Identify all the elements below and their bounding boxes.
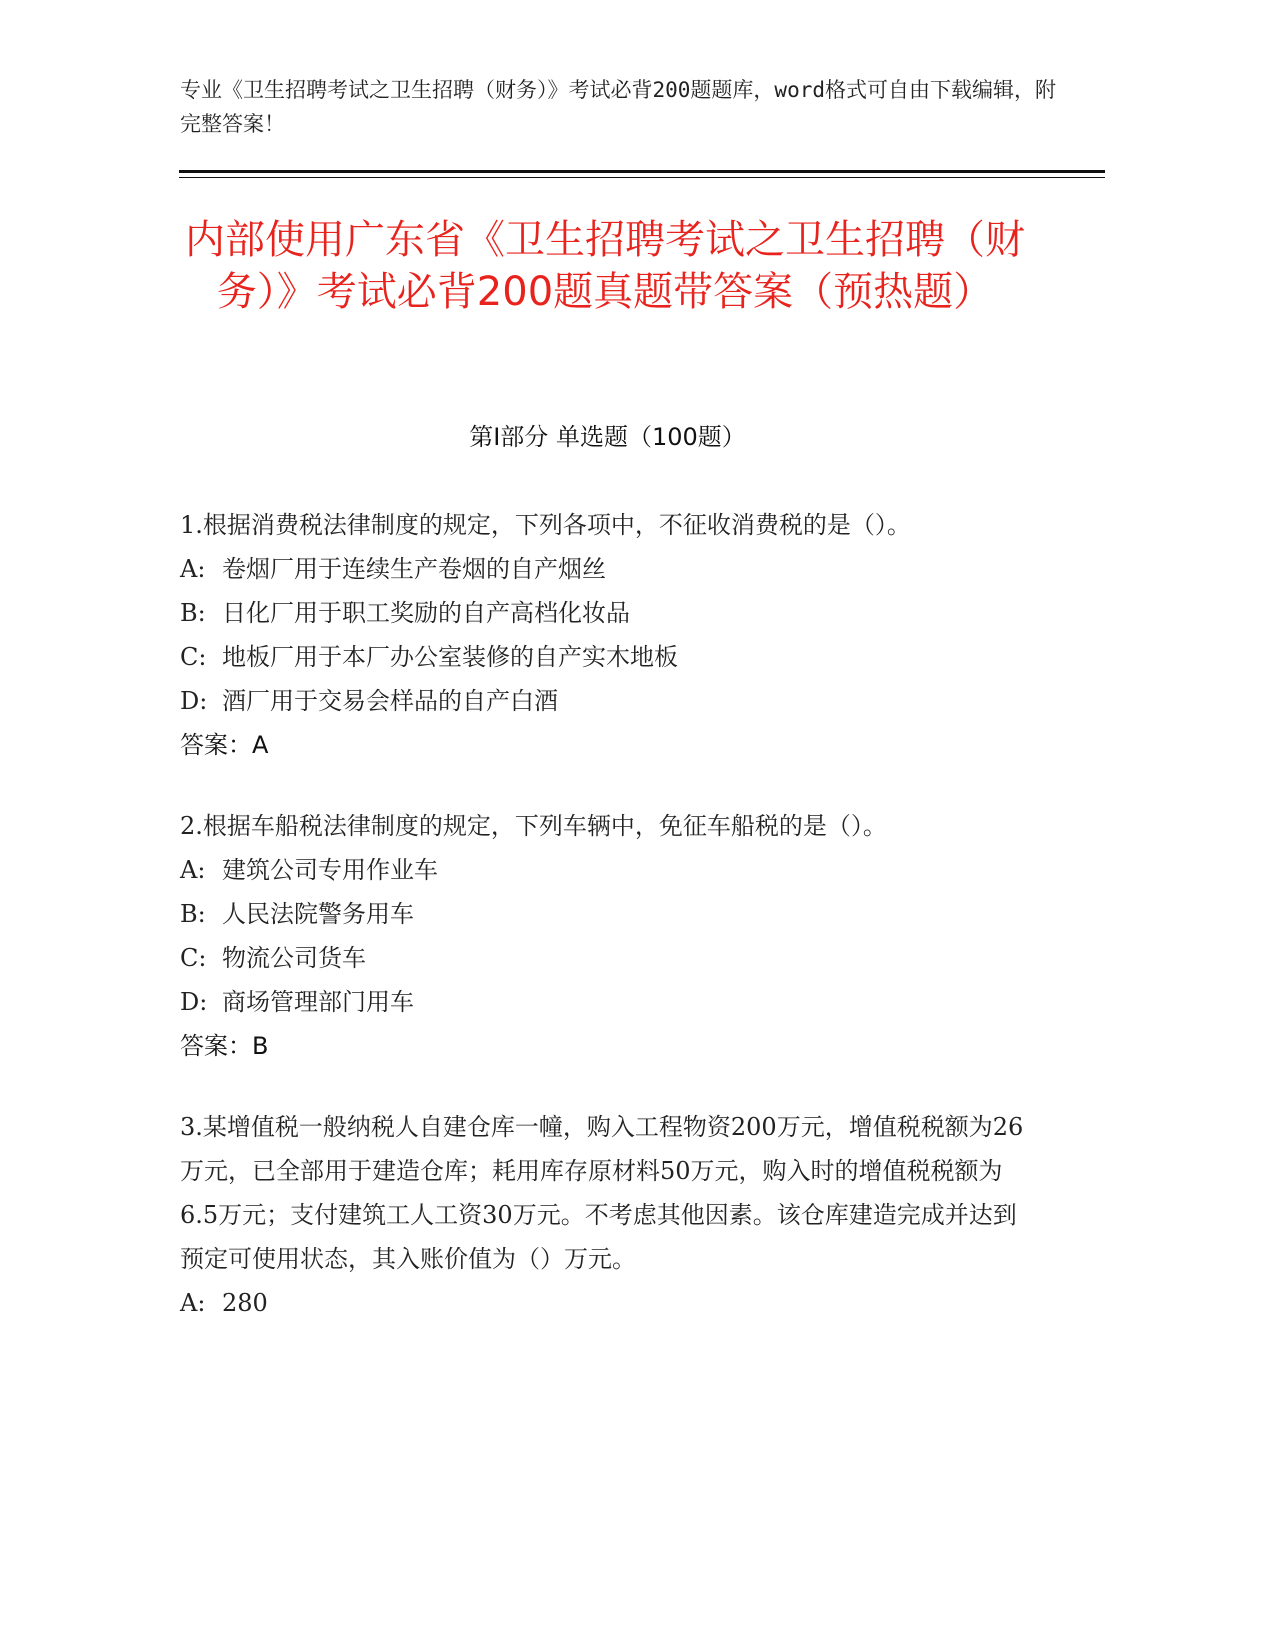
option-text: 280 [222,1289,268,1317]
question-3 [180,1105,1030,1325]
option-a [180,848,1030,892]
header-note: 专业《卫生招聘考试之卫生招聘（财务）》考试必背200题题库，word格式可自由下载编辑，附完整答案！ [180,78,1056,136]
answer-line: 答案：A [180,731,269,759]
answer-line: 答案：B [180,1032,269,1060]
option-text: 人民法院警务用车 [222,900,414,928]
option-a [180,547,1030,591]
option-text: 建筑公司专用作业车 [222,856,438,884]
document-title: 内部使用广东省《卫生招聘考试之卫生招聘（财务）》考试必背200题真题带答案（预热题） [185,217,1025,315]
option-letter: B: [180,599,206,627]
option-d [180,679,1030,723]
option-b [180,591,1030,635]
option-a [180,1281,1030,1325]
option-letter: D: [180,988,208,1016]
option-letter: A: [180,555,206,583]
option-letter: B: [180,900,206,928]
question-stem: 3.某增值税一般纳税人自建仓库一幢，购入工程物资200万元，增值税税额为26万元，已全部用于建造仓库；耗用库存原材料50万元，购入时的增值税税额为6.5万元；支付建筑工人工资30万元。不考虑其他因素。该仓库建造完成并达到预定可使用状态，其入账价值为（）万元。 [180,1113,1024,1273]
option-letter: C: [180,643,207,671]
question-2 [180,804,1030,1068]
header-divider-thin [179,177,1105,178]
question-list [180,503,1030,1362]
option-b [180,892,1030,936]
option-letter: C: [180,944,207,972]
option-text: 卷烟厂用于连续生产卷烟的自产烟丝 [222,555,606,583]
option-d [180,980,1030,1024]
option-c [180,936,1030,980]
option-text: 商场管理部门用车 [222,988,414,1016]
option-text: 日化厂用于职工奖励的自产高档化妆品 [222,599,630,627]
question-1 [180,503,1030,767]
option-text: 地板厂用于本厂办公室装修的自产实木地板 [222,643,678,671]
section-title: 第I部分 单选题（100题） [469,423,746,451]
option-letter: D: [180,687,208,715]
option-letter: A: [180,1289,206,1317]
option-text: 酒厂用于交易会样品的自产白酒 [222,687,558,715]
option-c [180,635,1030,679]
question-stem: 2.根据车船税法律制度的规定，下列车辆中，免征车船税的是（）。 [180,812,887,840]
header-divider-thick [179,170,1105,173]
option-letter: A: [180,856,206,884]
question-stem: 1.根据消费税法律制度的规定，下列各项中，不征收消费税的是（）。 [180,511,911,539]
option-text: 物流公司货车 [222,944,366,972]
